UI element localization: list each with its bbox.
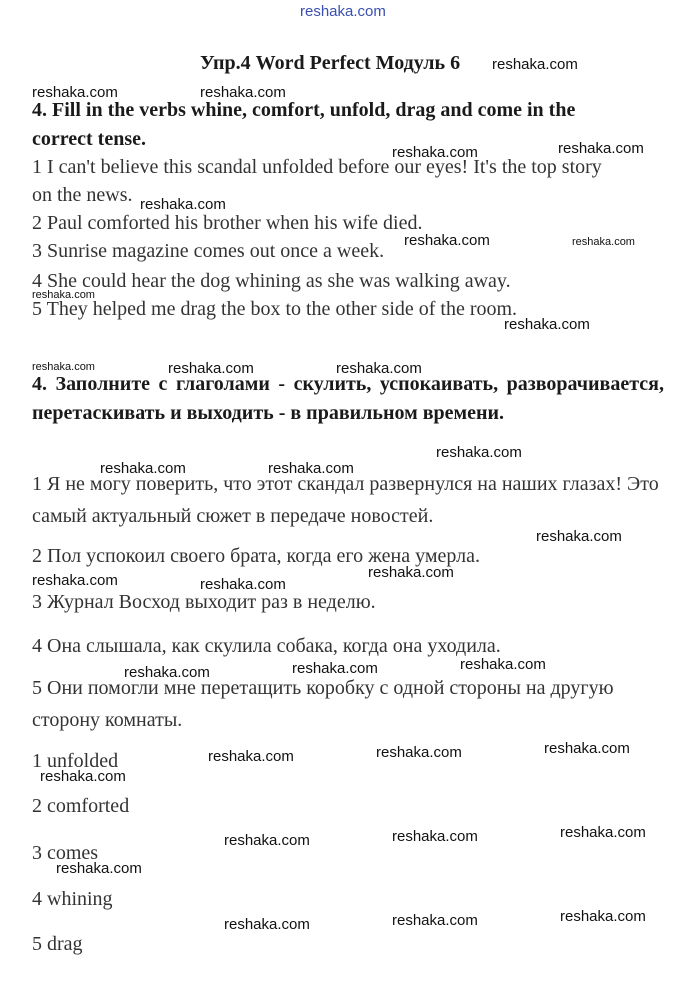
watermark: reshaka.com [224, 916, 310, 933]
watermark: reshaka.com [32, 572, 118, 589]
watermark: reshaka.com [200, 576, 286, 593]
watermark: reshaka.com [336, 360, 422, 377]
watermark: reshaka.com [56, 860, 142, 877]
watermark: reshaka.com [392, 912, 478, 929]
english-line-3: 3 Sunrise magazine comes out once a week. [32, 240, 385, 262]
watermark: reshaka.com [392, 144, 478, 161]
russian-item-2: 2 Пол успокоил своего брата, когда его жена умерла. [32, 545, 480, 567]
watermark: reshaka.com [40, 768, 126, 785]
watermark: reshaka.com [268, 460, 354, 477]
watermark: reshaka.com [292, 660, 378, 677]
watermark: reshaka.com [560, 824, 646, 841]
english-line-2: 2 Paul comforted his brother when his wife died. [32, 212, 423, 234]
russian-item-1: 1 Я не могу поверить, что этот скандал развернулся на наших глазах! Это самый актуальный сюжет в передаче новостей. [32, 473, 659, 527]
english-line-1: 1 I can't believe this scandal unfolded before our eyes! It's the top story [32, 156, 602, 178]
watermark: reshaka.com [224, 832, 310, 849]
answer-4: 4 whining [32, 888, 113, 910]
english-line-5: 5 They helped me drag the box to the other side of the room. [32, 298, 518, 320]
answer-1: 1 unfolded [32, 750, 119, 772]
english-heading-line1: 4. Fill in the verbs whine, comfort, unfold, drag and come in the [32, 99, 576, 121]
page-title: Упр.4 Word Perfect Модуль 6 [200, 52, 461, 74]
watermark: reshaka.com [436, 444, 522, 461]
watermark: reshaka.com [376, 744, 462, 761]
watermark: reshaka.com [32, 289, 95, 301]
watermark: reshaka.com [32, 84, 118, 101]
answer-3: 3 comes [32, 842, 99, 864]
watermark: reshaka.com [572, 236, 635, 248]
watermark: reshaka.com [504, 316, 590, 333]
watermark: reshaka.com [368, 564, 454, 581]
watermark: reshaka.com [404, 232, 490, 249]
answer-5: 5 drag [32, 933, 83, 955]
answer-2: 2 comforted [32, 795, 130, 817]
watermark: reshaka.com [168, 360, 254, 377]
russian-item-4: 4 Она слышала, как скулила собака, когда она уходила. [32, 635, 501, 657]
watermark: reshaka.com [392, 828, 478, 845]
english-heading-line2: correct tense. [32, 128, 147, 150]
watermark: reshaka.com [200, 84, 286, 101]
watermark: reshaka.com [560, 908, 646, 925]
watermark: reshaka.com [492, 56, 578, 73]
watermark: reshaka.com [140, 196, 226, 213]
watermark: reshaka.com [536, 528, 622, 545]
watermark: reshaka.com [100, 460, 186, 477]
watermark-top: reshaka.com [300, 3, 386, 20]
english-line-4: 4 She could hear the dog whining as she was walking away. [32, 270, 511, 292]
watermark: reshaka.com [32, 361, 95, 373]
watermark: reshaka.com [208, 748, 294, 765]
watermark: reshaka.com [124, 664, 210, 681]
russian-item-5: 5 Они помогли мне перетащить коробку с одной стороны на другую сторону комнаты. [32, 677, 614, 731]
english-line-1-cont: on the news. [32, 184, 133, 206]
watermark: reshaka.com [558, 140, 644, 157]
russian-heading: 4. Заполните с глаголами - скулить, успокаивать, разворачивается, перетаскивать и выходить - в правильном времени. [32, 373, 664, 424]
russian-item-3: 3 Журнал Восход выходит раз в неделю. [32, 591, 376, 613]
watermark: reshaka.com [544, 740, 630, 757]
watermark: reshaka.com [460, 656, 546, 673]
